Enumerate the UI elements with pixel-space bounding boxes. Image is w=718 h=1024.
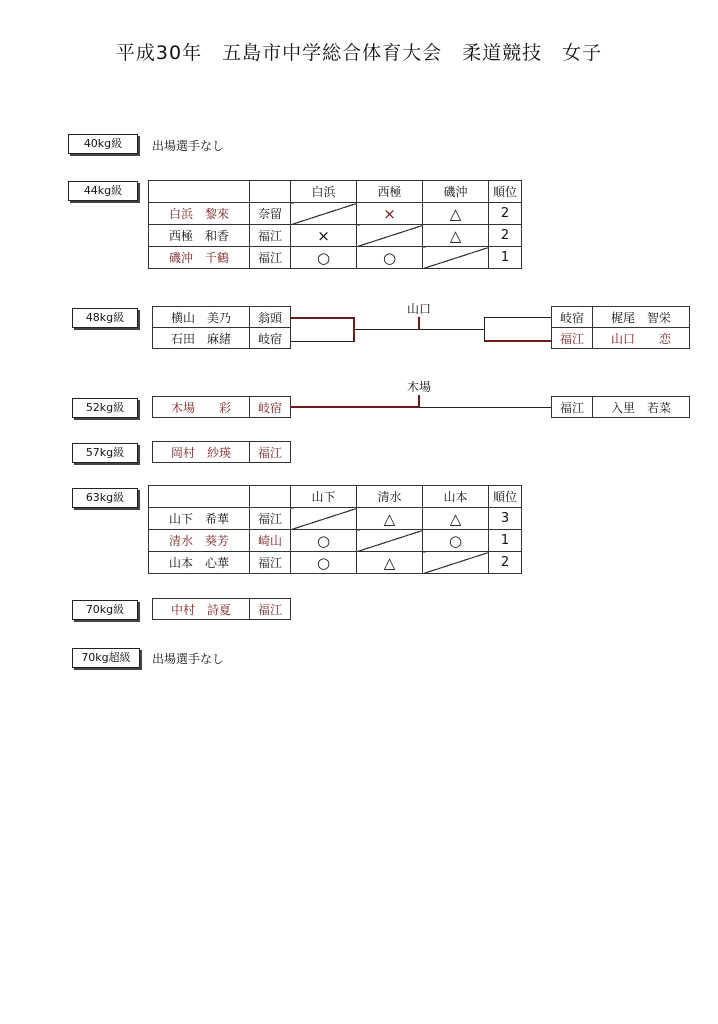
diagonal-cell (423, 247, 489, 269)
bracket-right-52kg (551, 396, 690, 418)
table-row (552, 307, 690, 328)
result-cell: ○ (357, 247, 423, 269)
header-cell: 白浜 (291, 181, 357, 203)
bracket-left-48kg (152, 306, 291, 349)
diagonal-cell (357, 225, 423, 247)
header-cell: 順位 (489, 486, 522, 508)
table-row (149, 552, 522, 574)
table-row (153, 442, 291, 463)
school-name: 福江 (250, 247, 291, 269)
athlete-name: 西極 和香 (149, 225, 250, 247)
athlete-name: 磯沖 千鶴 (149, 247, 250, 269)
table-row (552, 397, 690, 418)
diagonal-cell (291, 508, 357, 530)
class-badge-52kg: 52kg級 (72, 398, 138, 418)
diagonal-cell (357, 530, 423, 552)
header-cell: 磯沖 (423, 181, 489, 203)
class-badge-44kg: 44kg級 (68, 181, 138, 201)
school-name: 福江 (552, 328, 593, 349)
bracket-line (290, 317, 354, 319)
school-name: 翁頭 (250, 307, 291, 328)
table-header-row (149, 181, 522, 203)
bracket-right-48kg (551, 306, 690, 349)
header-blank (149, 486, 250, 508)
bracket-left-52kg (152, 396, 291, 418)
table-row (149, 203, 522, 225)
bracket-line (485, 340, 551, 342)
result-cell: △ (423, 203, 489, 225)
athlete-name: 石田 麻緒 (153, 328, 250, 349)
bracket-line (419, 407, 551, 408)
athlete-name: 山本 心華 (149, 552, 250, 574)
header-blank (149, 181, 250, 203)
school-name: 岐宿 (250, 397, 291, 418)
header-cell: 清水 (357, 486, 423, 508)
header-cell: 西極 (357, 181, 423, 203)
result-cell: ○ (291, 247, 357, 269)
bracket-line (484, 317, 485, 342)
bracket-line (418, 317, 420, 330)
header-cell: 山本 (423, 486, 489, 508)
rank-cell: 2 (489, 552, 522, 574)
class-badge-70kg: 70kg級 (72, 600, 138, 620)
bracket-line (290, 406, 419, 408)
school-name: 崎山 (250, 530, 291, 552)
table-row (149, 508, 522, 530)
diagonal-cell (291, 203, 357, 225)
athlete-name: 清水 葵芳 (149, 530, 250, 552)
school-name: 福江 (250, 225, 291, 247)
header-cell: 山下 (291, 486, 357, 508)
result-cell: ○ (291, 552, 357, 574)
bracket-line (355, 329, 485, 330)
no-entrants-note-70kg-plus: 出場選手なし (152, 652, 225, 666)
rank-cell: 2 (489, 225, 522, 247)
class-badge-63kg: 63kg級 (72, 488, 138, 508)
table-row (149, 530, 522, 552)
athlete-name: 入里 若菜 (593, 397, 690, 418)
table-row (153, 328, 291, 349)
page-title: 平成30年 五島市中学総合体育大会 柔道競技 女子 (115, 42, 603, 64)
rank-cell: 3 (489, 508, 522, 530)
header-blank (250, 181, 291, 203)
school-name: 福江 (250, 508, 291, 530)
athlete-name: 横山 美乃 (153, 307, 250, 328)
athlete-name: 梶尾 智栄 (593, 307, 690, 328)
athlete-name: 木場 彩 (153, 397, 250, 418)
athlete-name: 山口 恋 (593, 328, 690, 349)
bracket-line (485, 317, 551, 318)
table-row (149, 247, 522, 269)
athlete-name: 白浜 黎來 (149, 203, 250, 225)
school-name: 岐宿 (552, 307, 593, 328)
school-name: 奈留 (250, 203, 291, 225)
class-badge-70kg-plus: 70kg超級 (72, 648, 140, 668)
table-row (552, 328, 690, 349)
class-badge-40kg: 40kg級 (68, 134, 138, 154)
school-name: 福江 (250, 442, 291, 463)
athlete-name: 中村 詩夏 (153, 599, 250, 620)
result-cell: △ (423, 508, 489, 530)
school-name: 福江 (552, 397, 593, 418)
rank-cell: 1 (489, 530, 522, 552)
no-entrants-note-40kg: 出場選手なし (152, 139, 225, 153)
entry-57kg (152, 441, 291, 463)
table-row (153, 397, 291, 418)
table-row (149, 225, 522, 247)
header-cell: 順位 (489, 181, 522, 203)
school-name: 岐宿 (250, 328, 291, 349)
result-cell: ○ (423, 530, 489, 552)
winner-label-52kg: 木場 (406, 380, 431, 394)
rank-cell: 2 (489, 203, 522, 225)
class-badge-57kg: 57kg級 (72, 443, 138, 463)
entry-70kg (152, 598, 291, 620)
table-row (153, 307, 291, 328)
round-robin-table-44kg (148, 180, 522, 269)
bracket-line (418, 395, 420, 407)
school-name: 福江 (250, 552, 291, 574)
athlete-name: 山下 希華 (149, 508, 250, 530)
result-cell: × (291, 225, 357, 247)
table-header-row (149, 486, 522, 508)
diagonal-cell (423, 552, 489, 574)
result-cell: △ (357, 552, 423, 574)
header-blank (250, 486, 291, 508)
result-cell: △ (423, 225, 489, 247)
table-row (153, 599, 291, 620)
round-robin-table-63kg (148, 485, 522, 574)
result-cell: ○ (291, 530, 357, 552)
athlete-name: 岡村 紗瑛 (153, 442, 250, 463)
rank-cell: 1 (489, 247, 522, 269)
class-badge-48kg: 48kg級 (72, 308, 138, 328)
result-cell: × (357, 203, 423, 225)
bracket-line (290, 341, 354, 342)
result-cell: △ (357, 508, 423, 530)
winner-label-48kg: 山口 (406, 302, 431, 316)
school-name: 福江 (250, 599, 291, 620)
